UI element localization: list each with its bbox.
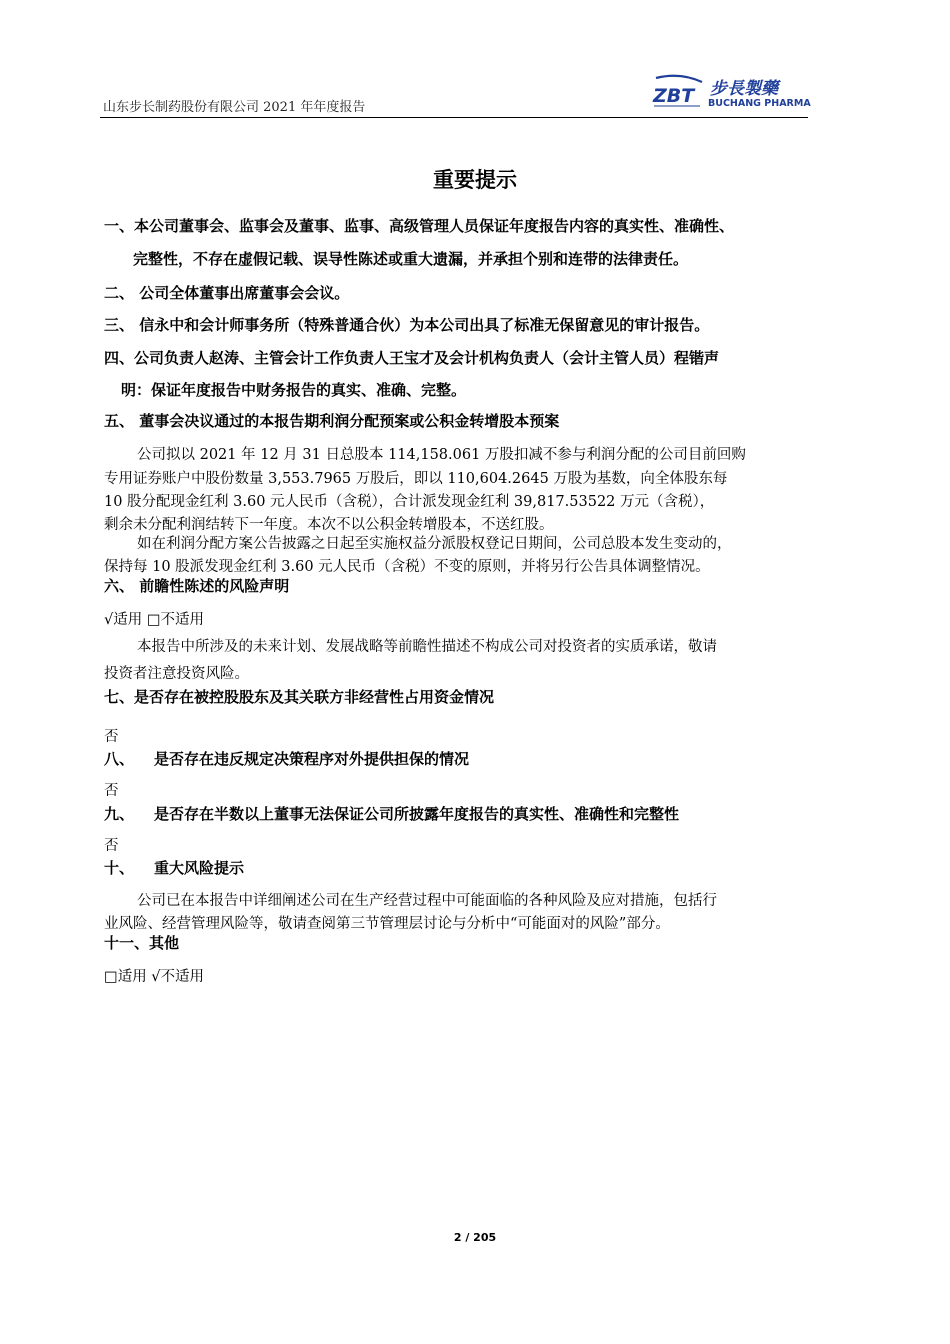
page-title: 重要提示 [433,167,517,192]
item-8-heading [104,748,469,769]
item-5-para-1-line-3: 10 股分配现金红利 3.60 元人民币（含税），合计派发现金红利 39,817.53522 万元（含税）， [104,494,715,510]
item-10-para-line-2: 业风险、经营管理风险等，敬请查阅第三节管理层讨论与分析中“可能面对的风险”部分。 [104,916,670,932]
item-9-number: 九、 [104,805,135,823]
item-7-answer: 否 [104,729,119,745]
item-5-para-2-line-1: 如在利润分配方案公告披露之日起至实施权益分派股权登记日期间，公司总股本发生变动的， [137,536,732,552]
item-2: 二、 公司全体董事出席董事会会议。 [104,284,350,302]
item-10-heading [104,857,244,878]
item-9-answer: 否 [104,838,119,854]
item-6-heading: 六、 前瞻性陈述的风险声明 [104,577,290,595]
item-3: 三、 信永中和会计师事务所（特殊普通合伙）为本公司出具了标准无保留意见的审计报告。 [104,316,710,334]
item-1-line-1 [104,215,734,236]
report-header-title: 山东步长制药股份有限公司 2021 年年度报告 [103,100,366,115]
item-5-heading: 五、 董事会决议通过的本报告期利润分配预案或公积金转增股本预案 [104,412,560,430]
item-7-heading: 七、是否存在被控股股东及其关联方非经营性占用资金情况 [104,688,495,706]
item-10-number: 十、 [104,859,135,877]
item-1-line-2: 完整性，不存在虚假记载、误导性陈述或重大遗漏，并承担个别和连带的法律责任。 [133,250,689,268]
logo-letters: ZBT [653,85,695,107]
item-8-number: 八、 [104,750,135,768]
item-11-applicability: □适用 √不适用 [104,969,205,985]
item-6-para-line-1: 本报告中所涉及的未来计划、发展战略等前瞻性描述不构成公司对投资者的实质承诺，敬请 [137,639,717,655]
header-divider [100,117,808,118]
item-1-number: 一、 [104,217,135,235]
item-5-para-1-line-1: 公司拟以 2021 年 12 月 31 日总股本 114,158.061 万股扣减不参与利润分配的公司目前回购 [137,447,746,463]
item-9-text: 是否存在半数以上董事无法保证公司所披露年度报告的真实性、准确性和完整性 [154,805,680,823]
logo-english-name: BUCHANG PHARMA [708,98,811,109]
item-6-para-line-2: 投资者注意投资风险。 [104,666,249,682]
item-6-applicability: √适用 □不适用 [104,612,205,628]
item-4-line-2: 明：保证年度报告中财务报告的真实、准确、完整。 [121,381,467,399]
logo-chinese-name: 步長製藥 [710,79,778,99]
item-11-heading: 十一、其他 [104,934,180,952]
item-1-text: 本公司董事会、监事会及董事、监事、高级管理人员保证年度报告内容的真实性、准确性、 [134,217,735,235]
item-8-text: 是否存在违反规定决策程序对外提供担保的情况 [154,750,470,768]
item-5-para-2-line-2: 保持每 10 股派发现金红利 3.60 元人民币（含税）不变的原则，并将另行公告具体调整情况。 [104,559,710,575]
company-logo [650,74,820,110]
item-5-para-1-line-2: 专用证券账户中股份数量 3,553.7965 万股后，即以 110,604.2645 万股为基数，向全体股东每 [104,471,728,487]
item-10-para-line-1: 公司已在本报告中详细阐述公司在生产经营过程中可能面临的各种风险及应对措施，包括行 [137,893,717,909]
item-5-para-1-line-4: 剩余未分配利润结转下一年度。本次不以公积金转增股本，不送红股。 [104,517,554,533]
item-9-heading [104,803,679,824]
item-4-line-1: 四、公司负责人赵涛、主管会计工作负责人王宝才及会计机构负责人（会计主管人员）程锴声 [104,349,720,367]
item-10-text: 重大风险提示 [154,859,245,877]
page-number: 2 / 205 [453,1231,497,1244]
item-8-answer: 否 [104,783,119,799]
